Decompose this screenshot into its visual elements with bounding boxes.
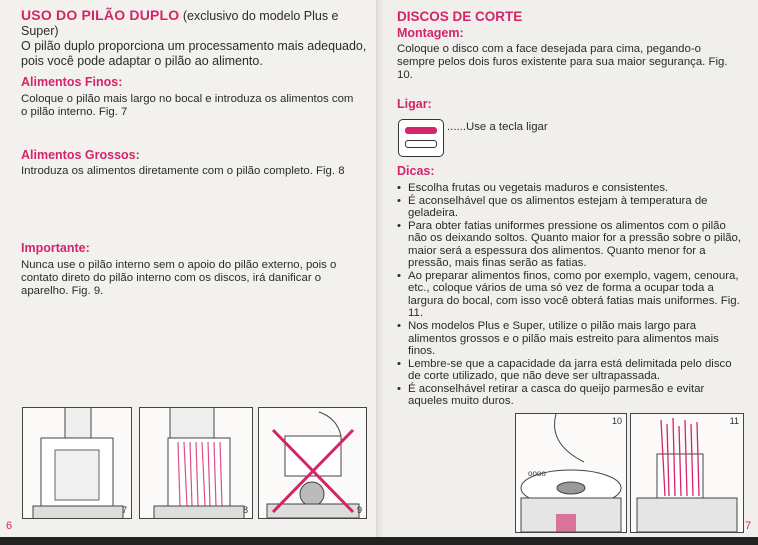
dica-item: • Nos modelos Plus e Super, utilize o pilão mais largo para alimentos grossos e o pilão mais estreito para alimentos mais finos.	[397, 320, 742, 358]
grossos-heading: Alimentos Grossos:	[21, 148, 140, 162]
page-number-left: 6	[6, 520, 13, 532]
title-main: USO DO PILÃO DUPLO	[21, 7, 180, 23]
figure-10-number: 10	[611, 416, 622, 426]
dicas-list	[397, 182, 742, 408]
dica-item: • Lembre-se que a capacidade da jarra está delimitada pelo disco de corte utilizado, que não deve ser ultrapassada.	[397, 358, 742, 383]
incorrect-use-illustration	[259, 408, 366, 518]
power-on-key	[405, 127, 437, 134]
title-block	[21, 8, 371, 69]
finos-heading: Alimentos Finos:	[21, 75, 123, 89]
processor-pusher-illustration	[23, 408, 131, 518]
figure-7-number: 7	[121, 505, 127, 515]
power-button-icon	[398, 119, 444, 157]
ligar-text: ......Use a tecla ligar	[447, 121, 548, 133]
thin-food-illustration	[631, 414, 743, 532]
grossos-text: Introduza os alimentos diretamente com o pilão completo. Fig. 8	[21, 165, 345, 177]
figure-11-number: 11	[729, 416, 739, 426]
ligar-heading: Ligar:	[397, 97, 432, 111]
title-note: (exclusivo do modelo Plus e Super)	[21, 9, 339, 38]
intro-text: O pilão duplo proporciona um processamento mais adequado, pois você pode adaptar o pilão ao alimento.	[21, 39, 367, 68]
figure-11	[630, 413, 744, 533]
power-off-key	[405, 140, 437, 148]
figure-7	[22, 407, 132, 519]
dica-item: • Escolha frutas ou vegetais maduros e consistentes.	[397, 182, 742, 195]
svg-text:oooo: oooo	[528, 469, 546, 478]
figure-8-number: 8	[242, 505, 248, 515]
figure-9	[258, 407, 367, 519]
page-number-right: 7	[745, 520, 752, 532]
finos-text: Coloque o pilão mais largo no bocal e introduza os alimentos com o pilão interno. Fig. 7	[21, 93, 354, 119]
importante-text: Nunca use o pilão interno sem o apoio do pilão externo, pois o contato direto do pilão interno com os discos, irá danificar o aparelho. Fig. 9.	[21, 259, 337, 298]
importante-heading: Importante:	[21, 241, 90, 255]
dica-item: • É aconselhável retirar a casca do queijo parmesão e evitar aqueles muito duros.	[397, 383, 742, 408]
dica-item: • Ao preparar alimentos finos, como por exemplo, vagem, cenoura, etc., coloque vários de uma só vez de forma a ocupar toda a largura do bocal, com isso você obterá fatias mais uniformes. Fig. 11.	[397, 270, 742, 320]
dica-item: • É aconselhável que os alimentos estejam à temperatura de geladeira.	[397, 195, 742, 220]
discos-heading: DISCOS DE CORTE	[397, 9, 523, 24]
dica-item: • Para obter fatias uniformes pressione os alimentos com o pilão não os deixando soltos. Quanto maior for a pressão sobre o pilão, maior será a espessura dos alimentos. Quanto menor for a pressão, mais finas serão as fatias.	[397, 220, 742, 270]
food-slicing-illustration	[140, 408, 252, 518]
figure-9-number: 9	[356, 505, 362, 515]
bottom-edge	[0, 537, 758, 545]
figure-10	[515, 413, 627, 533]
figure-8	[139, 407, 253, 519]
montagem-text: Coloque o disco com a face desejada para cima, pegando-o sempre pelos dois furos existente para sua maior segurança. Fig. 10.	[397, 43, 728, 82]
disc-assembly-illustration	[516, 414, 626, 532]
left-page	[0, 0, 378, 545]
montagem-heading: Montagem:	[397, 26, 464, 40]
dicas-heading: Dicas:	[397, 164, 435, 178]
